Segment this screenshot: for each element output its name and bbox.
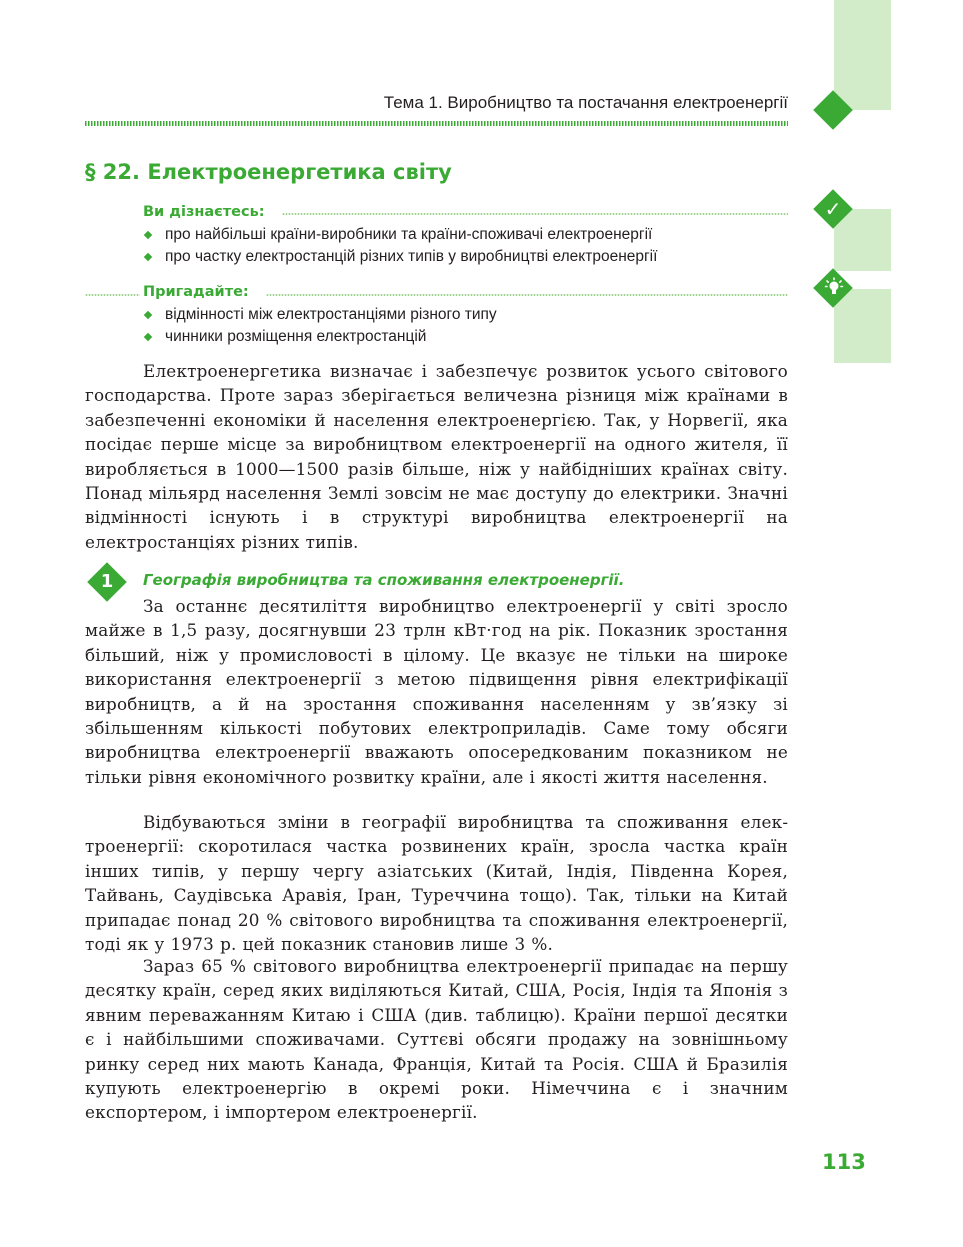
header-rule [85,121,788,126]
body-paragraph: Зараз 65 % світового виробництва електроенергії припадає на першу десятку країн, серед яких виділяються Китай, США, Росія, Індія та Японія з явним переважанням Китаю і США (див. таблицю). Країни першої десятки є і найбільшими споживачами. Суттєві обсяги продажу на зовнішньому ринку серед них мають Канада, Франція, Китай та Росія. США й Бразилія купують електроенергію в окремі роки. Німеччина є і значним експортером, і імпортером електроенергії. [85,956,788,1123]
page-number: 113 [822,1150,866,1174]
body-paragraph: За останнє десятиліття виробництво електроенергії у світі зросло майже в 1,5 разу, досягнувши 23 трлн кВт·год на рік. Показник зростання більший, ніж у промисловості в цілому. Це вказує не тільки на широке використання електроенергії з метою підвищення рівня електрифікації виробництв, а й на зростання споживання населенням у зв’язку зі збільшенням кількості побутових електроприладів. Саме тому обсяги виробництва електроенергії вважають опосередкованим показником не тільки рівня економічного розвитку країни, але і якості життя населення. [85,596,788,787]
check-icon: ✓ [824,197,842,221]
learn-rule [282,212,788,216]
lightbulb-icon [822,276,846,300]
bullet-diamond-icon [144,311,152,319]
subsection-heading: Географія виробництва та споживання електроенергії. [143,571,625,589]
learn-list [143,224,657,268]
recall-list [143,304,497,348]
margin-tab-top [834,0,891,110]
recall-label: Пригадайте: [143,284,249,300]
recall-rule [266,293,788,297]
list-item [143,304,497,326]
learn-label: Ви дізнаєтесь: [143,204,265,220]
list-item [143,326,497,348]
bullet-diamond-icon [144,333,152,341]
margin-tab-recall [834,289,891,363]
running-header: Тема 1. Виробництво та постачання електроенергії [383,93,788,112]
bullet-diamond-icon [144,253,152,261]
list-item [143,246,657,268]
recall-top-rule [85,293,140,297]
section-title: § 22. Електроенергетика світу [85,160,452,184]
list-item-text: про частку електростанцій різних типів у виробництві електроенергії [165,248,658,265]
list-item [143,224,657,246]
list-item-text: відмінності між електростанціями різного типу [165,306,497,323]
intro-paragraph: Електроенергетика визначає і забезпечує розвиток усього світового господарства. Проте зараз зберігається величезна різниця між країнами в забезпеченні економіки й населення електроенергією. Так, у Норвегії, яка посідає перше місце за виробництвом електроенергії на одного жителя, її виробляється в 1000—1500 разів більше, ніж у найбідніших країнах світу. Понад мільярд населення Землі зовсім не має доступу до електрики. Значні відмінності існують і в структурі виробництва електроенергії на електростанціях різних типів. [85,361,788,552]
list-item-text: про найбільші країни-виробники та країни-споживачі електроенергії [165,226,653,243]
subsection-number: 1 [100,571,114,592]
body-paragraph: Відбуваються зміни в географії виробництва та споживання електроенергії: скоротилася частка розвинених країн, зросла частка країн інших типів, у першу чергу азіатських (Китай, Індія, Південна Корея, Тайвань, Саудівська Аравія, Іран, Туреччина тощо). Так, тільки на Китай припадає понад 20 % світового виробництва та споживання електроенергії, тоді як у 1973 р. цей показник становив лише 3 %. [85,812,788,955]
list-item-text: чинники розміщення електростанцій [165,328,427,345]
bullet-diamond-icon [144,231,152,239]
